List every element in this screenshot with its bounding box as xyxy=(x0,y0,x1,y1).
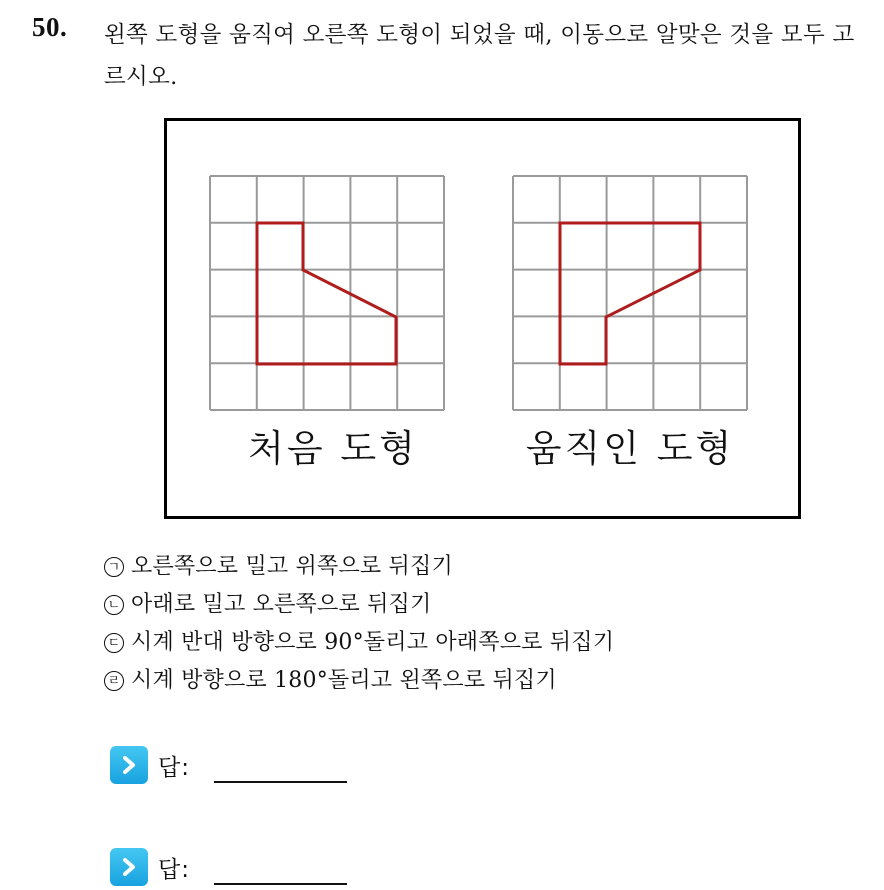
option-mark: ㄱ xyxy=(104,557,124,577)
right-caption: 움직인 도형 xyxy=(525,427,735,470)
answer-row-2 xyxy=(110,847,190,887)
option-4 xyxy=(104,662,614,700)
left-grid xyxy=(210,176,444,410)
answer-blank[interactable] xyxy=(214,883,347,885)
option-text: 오른쪽으로 밀고 위쪽으로 뒤집기 xyxy=(131,554,453,579)
option-mark: ㄷ xyxy=(104,633,124,653)
option-mark: ㄴ xyxy=(104,595,124,615)
left-caption: 처음 도형 xyxy=(248,427,418,470)
option-text: 아래로 밀고 오른쪽으로 뒤집기 xyxy=(131,592,432,617)
chevron-right-icon xyxy=(110,746,148,784)
original-shape xyxy=(257,223,396,364)
figure-svg xyxy=(167,121,798,516)
figure-box xyxy=(164,118,801,519)
moved-shape xyxy=(560,223,700,364)
answer-label: 답: xyxy=(158,856,190,883)
answer-label: 답: xyxy=(158,754,190,781)
option-text: 시계 반대 방향으로 90°돌리고 아래쪽으로 뒤집기 xyxy=(131,630,615,655)
question-text: 왼쪽 도형을 움직여 오른쪽 도형이 되었을 때, 이동으로 알맞은 것을 모두 고르시오. xyxy=(104,22,855,90)
option-2 xyxy=(104,586,614,624)
right-grid xyxy=(513,176,747,410)
option-1 xyxy=(104,548,614,586)
answer-blank[interactable] xyxy=(214,781,347,783)
answer-row-1 xyxy=(110,745,190,785)
option-mark: ㄹ xyxy=(104,671,124,691)
option-text: 시계 방향으로 180°돌리고 왼쪽으로 뒤집기 xyxy=(131,668,557,693)
question-number: 50. xyxy=(32,12,68,42)
chevron-right-icon xyxy=(110,848,148,886)
options-list xyxy=(104,548,614,700)
option-3 xyxy=(104,624,614,662)
